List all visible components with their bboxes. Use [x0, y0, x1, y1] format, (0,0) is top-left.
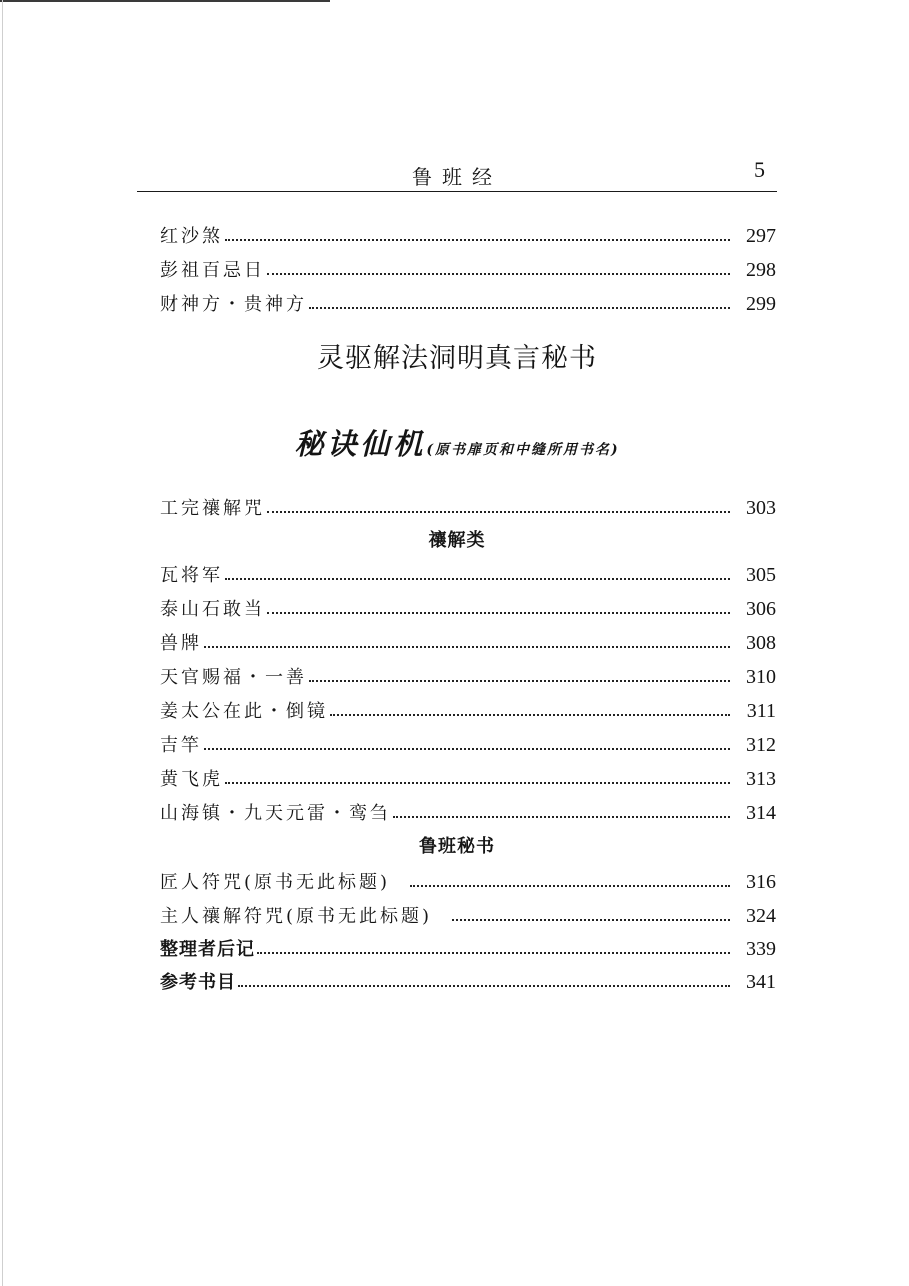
- dot-leader: [238, 985, 730, 987]
- subtitle-main: 秘诀仙机: [294, 427, 427, 461]
- toc-entry-page: 311: [746, 700, 776, 722]
- toc-entry-label: 整理者后记: [160, 939, 255, 960]
- page-number: 5: [754, 157, 765, 182]
- toc-entry-label: 主人禳解符咒(原书无此标题): [160, 906, 433, 927]
- toc-entry-label: 工完禳解咒: [160, 498, 265, 519]
- toc-entry-label: 吉竿: [160, 735, 202, 756]
- toc-entry-label: 参考书目: [160, 972, 236, 993]
- toc-entry[interactable]: [160, 898, 776, 928]
- dot-leader: [225, 782, 730, 784]
- dot-leader: [225, 578, 730, 580]
- toc-entry-label: 瓦将军: [160, 565, 223, 586]
- toc-entry-label: 兽牌: [160, 633, 202, 654]
- section-title: 灵驱解法洞明真言秘书: [317, 343, 597, 374]
- toc-entry-page: 297: [746, 225, 776, 247]
- toc-entry[interactable]: [160, 252, 776, 282]
- toc-entry[interactable]: [160, 931, 776, 961]
- dot-leader: [204, 748, 730, 750]
- toc-entry[interactable]: [160, 864, 776, 894]
- toc-entry-page: 299: [746, 293, 776, 315]
- toc-entry[interactable]: [160, 659, 776, 689]
- toc-entry-page: 339: [746, 938, 776, 960]
- dot-leader: [267, 273, 730, 275]
- toc-entry-page: 314: [746, 802, 776, 824]
- toc-entry-page: 306: [746, 598, 776, 620]
- toc-entry-page: 312: [746, 734, 776, 756]
- dot-leader: [309, 307, 730, 309]
- toc-entry-label: 黄飞虎: [160, 769, 223, 790]
- subheading-rangjie: 禳解类: [428, 530, 486, 551]
- toc-entry[interactable]: [160, 591, 776, 621]
- toc-entry-label: 红沙煞: [160, 226, 223, 247]
- toc-entry-label: 彭祖百忌日: [160, 260, 265, 281]
- toc-entry-page: 324: [746, 905, 776, 927]
- toc-entry-label: 匠人符咒(原书无此标题): [160, 872, 391, 893]
- toc-entry[interactable]: [160, 761, 776, 791]
- scan-edge-line: [0, 0, 330, 2]
- toc-entry-label: 姜太公在此・倒镜: [160, 701, 328, 722]
- toc-entry[interactable]: [160, 964, 776, 994]
- dot-leader: [410, 885, 730, 887]
- book-title: 鲁班经: [412, 165, 502, 189]
- toc-entry-label: 财神方・贵神方: [160, 294, 307, 315]
- scan-left-edge: [2, 0, 3, 1286]
- running-head: [137, 155, 777, 192]
- toc-entry-page: 313: [746, 768, 776, 790]
- toc-entry[interactable]: [160, 625, 776, 655]
- toc-entry[interactable]: [160, 727, 776, 757]
- toc-entry[interactable]: [160, 490, 776, 520]
- dot-leader: [452, 919, 730, 921]
- dot-leader: [267, 612, 730, 614]
- dot-leader: [257, 952, 730, 954]
- dot-leader: [393, 816, 730, 818]
- subtitle-note: (原书扉页和中缝所用书名): [426, 442, 620, 458]
- toc-entry-label: 天官赐福・一善: [160, 667, 307, 688]
- dot-leader: [309, 680, 730, 682]
- dot-leader: [225, 239, 730, 241]
- toc-entry[interactable]: [160, 286, 776, 316]
- subheading-luban: 鲁班秘书: [419, 836, 495, 857]
- dot-leader: [330, 714, 730, 716]
- toc-entry-page: 305: [746, 564, 776, 586]
- toc-entry-page: 303: [746, 497, 776, 519]
- toc-entry-page: 308: [746, 632, 776, 654]
- toc-entry[interactable]: [160, 218, 776, 248]
- subtitle: [137, 422, 777, 463]
- toc-entry[interactable]: [160, 693, 776, 723]
- toc-entry-label: 山海镇・九天元雷・鸾刍: [160, 803, 391, 824]
- toc-entry-page: 310: [746, 666, 776, 688]
- toc-entry-page: 298: [746, 259, 776, 281]
- dot-leader: [204, 646, 730, 648]
- toc-entry[interactable]: [160, 795, 776, 825]
- toc-entry-label: 泰山石敢当: [160, 599, 265, 620]
- dot-leader: [267, 511, 730, 513]
- toc-entry-page: 316: [746, 871, 776, 893]
- toc-entry[interactable]: [160, 557, 776, 587]
- toc-entry-page: 341: [746, 971, 776, 993]
